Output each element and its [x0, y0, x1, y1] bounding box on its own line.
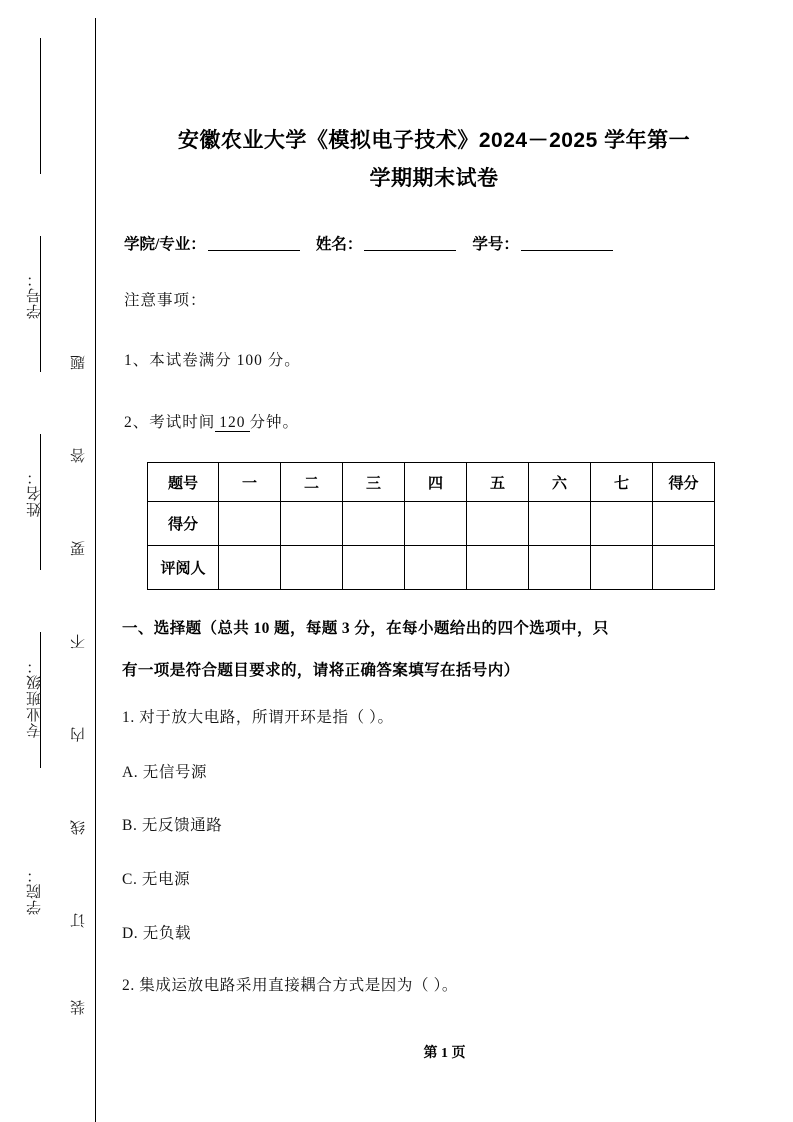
seal-char-text: 线 — [71, 820, 87, 835]
section-one-heading — [122, 608, 730, 692]
seal-char-yao — [68, 541, 94, 556]
table-cell[interactable] — [281, 502, 343, 546]
table-row-label: 评阅人 — [148, 546, 219, 590]
notes-item-2-suffix: 分钟。 — [249, 414, 300, 431]
question-1-option-a[interactable]: A. 无信号源 — [122, 764, 208, 781]
page-title-line-1: 安徽农业大学《模拟电子技术》2024－2025 学年第一 — [177, 129, 691, 152]
margin-field-class-label: 专业班级： — [27, 658, 43, 738]
section-one-heading-line-2: 有一项是符合题目要求的，请将正确答案填写在括号内） — [122, 662, 520, 679]
question-1-option-d[interactable]: D. 无负载 — [122, 925, 192, 942]
margin-field-student-id[interactable] — [24, 260, 58, 330]
notes-heading: 注意事项： — [124, 292, 207, 309]
seal-char-text: 订 — [71, 913, 87, 928]
seal-char-text: 装 — [71, 1000, 87, 1015]
page-body — [96, 0, 793, 1122]
page-number-label: 第 1 页 — [423, 1046, 466, 1061]
table-header-cell: 得分 — [653, 463, 715, 502]
table-cell[interactable] — [653, 502, 715, 546]
margin-field-rule-0 — [40, 38, 41, 174]
margin-field-name[interactable] — [24, 458, 58, 528]
table-row-label: 得分 — [148, 502, 219, 546]
table-cell[interactable] — [343, 546, 405, 590]
section-one-heading-line-1: 一、选择题（总共 10 题，每题 3 分，在每小题给出的四个选项中，只 — [122, 620, 609, 637]
table-header-cell: 六 — [529, 463, 591, 502]
table-cell[interactable] — [219, 546, 281, 590]
college-major-label: 学院/专业： — [124, 236, 206, 253]
seal-char-text: 题 — [71, 355, 87, 370]
question-2-stem: 2. 集成运放电路采用直接耦合方式是因为（ ）。 — [122, 977, 459, 994]
table-cell[interactable] — [467, 546, 529, 590]
table-cell[interactable] — [281, 546, 343, 590]
table-row-grader — [148, 546, 715, 590]
student-id-label: 学号： — [472, 236, 519, 253]
student-info-row — [124, 232, 764, 254]
table-header-cell: 一 — [219, 463, 281, 502]
seal-char-bu — [68, 634, 94, 649]
score-table — [147, 462, 715, 590]
seal-char-text: 答 — [71, 448, 87, 463]
seal-char-text: 不 — [71, 634, 87, 649]
notes-item-2-prefix: 2、考试时间 — [124, 414, 216, 431]
margin-field-class[interactable] — [24, 648, 58, 748]
table-cell[interactable] — [529, 502, 591, 546]
table-header-cell: 三 — [343, 463, 405, 502]
notes-item-2 — [124, 410, 299, 432]
table-header-cell: 题号 — [148, 463, 219, 502]
table-cell[interactable] — [591, 502, 653, 546]
seal-char-nei — [68, 727, 94, 742]
seal-char-da — [68, 448, 94, 463]
table-header-cell: 五 — [467, 463, 529, 502]
student-id-field[interactable] — [521, 250, 613, 251]
question-1-stem: 1. 对于放大电路，所谓开环是指（ ）。 — [122, 709, 394, 726]
table-cell[interactable] — [219, 502, 281, 546]
table-cell[interactable] — [467, 502, 529, 546]
seal-char-ding — [68, 913, 94, 928]
name-label: 姓名： — [315, 236, 363, 253]
seal-char-xian — [68, 820, 94, 835]
page-title — [124, 122, 744, 198]
seal-char-text: 内 — [71, 727, 87, 742]
page-footer — [96, 1042, 793, 1062]
table-cell[interactable] — [405, 502, 467, 546]
table-header-cell: 二 — [281, 463, 343, 502]
exam-duration-value[interactable]: 120 — [215, 414, 249, 432]
table-cell[interactable] — [405, 546, 467, 590]
seal-char-ti — [68, 355, 94, 370]
question-1-option-c[interactable]: C. 无电源 — [122, 871, 191, 888]
table-cell[interactable] — [343, 502, 405, 546]
table-row-score — [148, 502, 715, 546]
margin-field-college[interactable] — [24, 856, 58, 926]
margin-field-student-id-label: 学号： — [27, 271, 43, 319]
margin-field-college-label: 学院： — [27, 867, 43, 915]
table-cell[interactable] — [529, 546, 591, 590]
table-header-row — [148, 463, 715, 502]
notes-item-1: 1、本试卷满分 100 分。 — [124, 352, 301, 369]
table-cell[interactable] — [653, 546, 715, 590]
table-header-cell: 七 — [591, 463, 653, 502]
binding-margin — [0, 0, 96, 1122]
table-header-cell: 四 — [405, 463, 467, 502]
table-cell[interactable] — [591, 546, 653, 590]
college-major-field[interactable] — [208, 250, 300, 251]
question-1-option-b[interactable]: B. 无反馈通路 — [122, 817, 223, 834]
page-title-line-2: 学期期末试卷 — [369, 167, 499, 190]
name-field[interactable] — [364, 250, 456, 251]
margin-field-name-label: 姓名： — [27, 469, 43, 517]
seal-char-text: 要 — [71, 541, 87, 556]
seal-char-zhuang — [68, 1000, 94, 1015]
